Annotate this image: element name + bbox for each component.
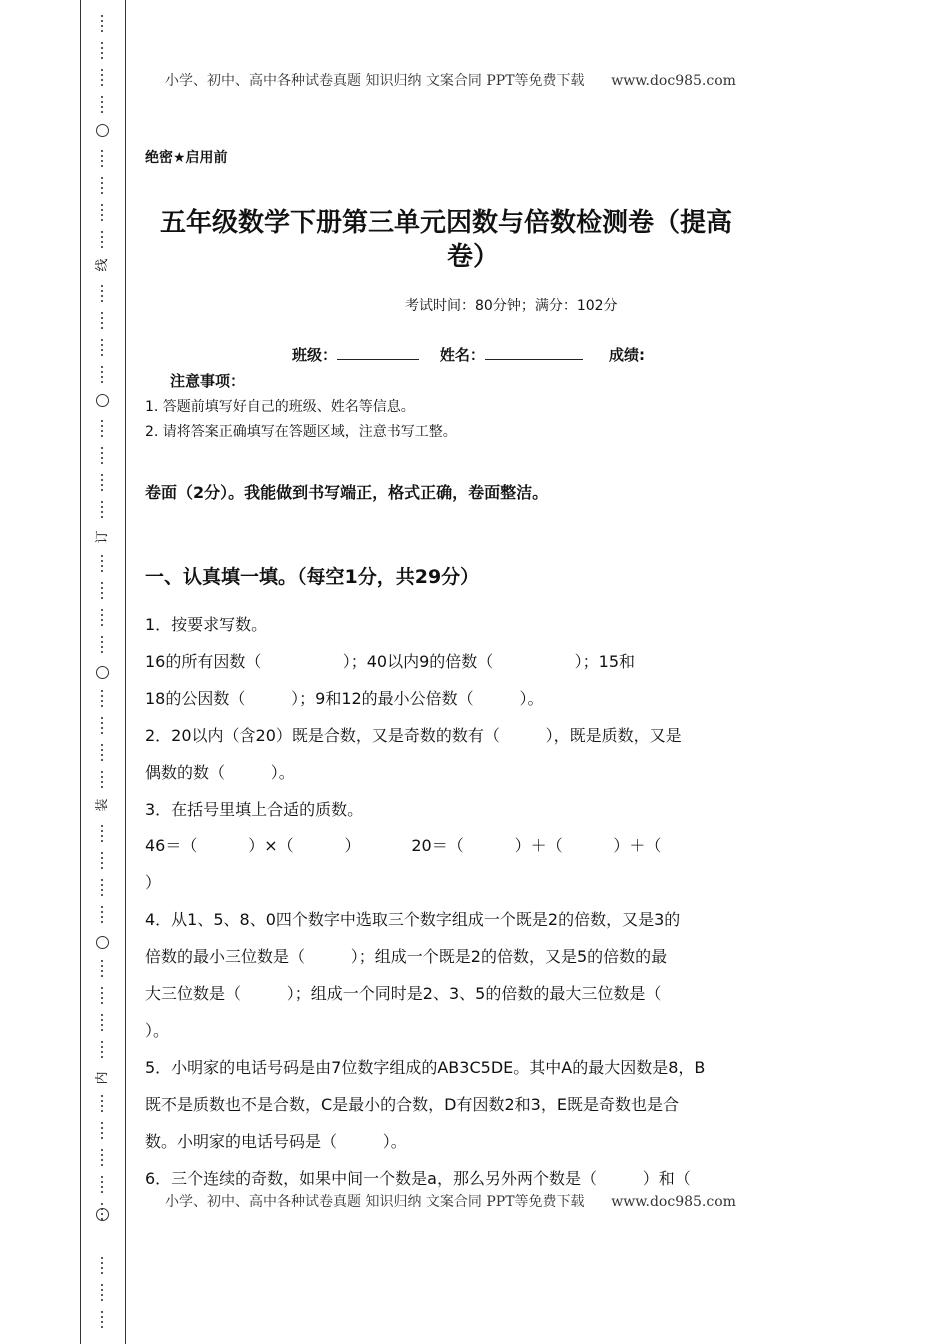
question-line: 18的公因数（ ）；9和12的最小公倍数（ ）。: [145, 688, 544, 708]
binding-hole-circle: [96, 936, 109, 949]
dotted-cut-line: [101, 174, 104, 197]
dotted-cut-line: [101, 363, 104, 386]
binding-hole-circle: [96, 1208, 109, 1221]
dotted-cut-line: [101, 1173, 104, 1196]
note-2: 2. 请将答案正确填写在答题区域，注意书写工整。: [145, 424, 457, 440]
footer-site: www.doc985.com: [611, 1194, 736, 1210]
margin-char: 订: [95, 530, 110, 544]
dotted-cut-line: [101, 903, 104, 926]
dotted-cut-line: [101, 633, 104, 656]
binding-hole-circle: [96, 124, 109, 137]
dotted-cut-line: [101, 201, 104, 224]
dotted-cut-line: [101, 336, 104, 359]
dotted-cut-line: [101, 1119, 104, 1142]
dotted-cut-line: [101, 1281, 104, 1304]
dotted-cut-line: [101, 1308, 104, 1331]
question-line: 大三位数是（ ）；组成一个同时是2、3、5的倍数的最大三位数是（: [145, 984, 662, 1003]
header-text: 小学、初中、高中各种试卷真题 知识归纳 文案合同 PPT等免费下载: [165, 73, 585, 89]
question-line: 1．按要求写数。: [145, 615, 268, 634]
name-label: 姓名：: [439, 346, 485, 364]
dotted-cut-line: [101, 579, 104, 602]
dotted-cut-line: [101, 849, 104, 872]
footer-text: 小学、初中、高中各种试卷真题 知识归纳 文案合同 PPT等免费下载: [165, 1194, 585, 1210]
dotted-cut-line: [101, 714, 104, 737]
dotted-cut-line: [101, 471, 104, 494]
dotted-cut-line: [101, 1254, 104, 1277]
binding-hole-circle: [96, 394, 109, 407]
binding-margin: [80, 0, 126, 1344]
notes-title: 注意事项：: [170, 372, 246, 390]
question-line: 6．三个连续的奇数，如果中间一个数是a，那么另外两个数是（ ）和（: [145, 1168, 691, 1188]
exam-info: 考试时间：80分钟；满分：102分: [405, 298, 618, 314]
section-1-title: 一、认真填一填。（每空1分，共29分）: [145, 566, 480, 588]
margin-char: 装: [95, 798, 110, 812]
header-site: www.doc985.com: [611, 73, 736, 89]
name-blank[interactable]: [485, 345, 583, 360]
question-line: 偶数的数（ ）。: [145, 762, 295, 782]
question-line: 数。小明家的电话号码是（ ）。: [145, 1131, 407, 1151]
dotted-cut-line: [101, 93, 104, 116]
student-fields: [292, 344, 645, 365]
score-label: 成绩:: [609, 346, 646, 364]
question-line: 46＝（ ）×（ ） 20＝（ ）＋（ ）＋（: [145, 836, 662, 856]
title-line-1: 五年级数学下册第三单元因数与倍数检测卷（提高: [160, 208, 733, 238]
page-footer: [165, 1191, 736, 1211]
question-line: 倍数的最小三位数是（ ）；组成一个既是2的倍数，又是5的倍数的最: [145, 947, 668, 967]
question-line: 16的所有因数（ ）；40以内9的倍数（ ）；15和: [145, 651, 636, 671]
dotted-cut-line: [101, 984, 104, 1007]
dotted-cut-line: [101, 606, 104, 629]
question-line: ）。: [145, 1020, 170, 1040]
dotted-cut-line: [101, 876, 104, 899]
title-line-2: 卷）: [447, 242, 500, 272]
question-line: 4．从1、5、8、0四个数字中选取三个数字组成一个既是2的倍数，又是3的: [145, 910, 681, 930]
margin-char: 线: [95, 258, 110, 272]
secret-label: 绝密★启用前: [145, 150, 228, 166]
note-1: 1. 答题前填写好自己的班级、姓名等信息。: [145, 399, 415, 415]
dotted-cut-line: [101, 147, 104, 170]
dotted-cut-line: [101, 1011, 104, 1034]
question-line: 3．在括号里填上合适的质数。: [145, 799, 364, 819]
dotted-cut-line: [101, 66, 104, 89]
dotted-cut-line: [101, 417, 104, 440]
dotted-cut-line: [101, 309, 104, 332]
binding-hole-circle: [96, 666, 109, 679]
dotted-cut-line: [101, 957, 104, 980]
dotted-cut-line: [101, 12, 104, 35]
dotted-cut-line: [101, 687, 104, 710]
neatness-line: 卷面（2分）。我能做到书写端正，格式正确，卷面整洁。: [145, 483, 549, 502]
dotted-cut-line: [101, 1146, 104, 1169]
class-blank[interactable]: [337, 345, 419, 360]
question-line: 2．20以内（含20）既是合数，又是奇数的数有（ ），既是质数，又是: [145, 725, 682, 745]
page-header: [165, 70, 736, 90]
margin-char: 内: [95, 1071, 110, 1085]
dotted-cut-line: [101, 741, 104, 764]
class-label: 班级：: [292, 346, 338, 364]
dotted-cut-line: [101, 39, 104, 62]
question-line: 5．小明家的电话号码是由7位数字组成的AB3C5DE。其中A的最大因数是8，B: [145, 1057, 706, 1077]
question-line: ）: [145, 873, 162, 893]
dotted-cut-line: [101, 444, 104, 467]
question-line: 既不是质数也不是合数，C是最小的合数，D有因数2和3，E既是奇数也是合: [145, 1094, 679, 1114]
